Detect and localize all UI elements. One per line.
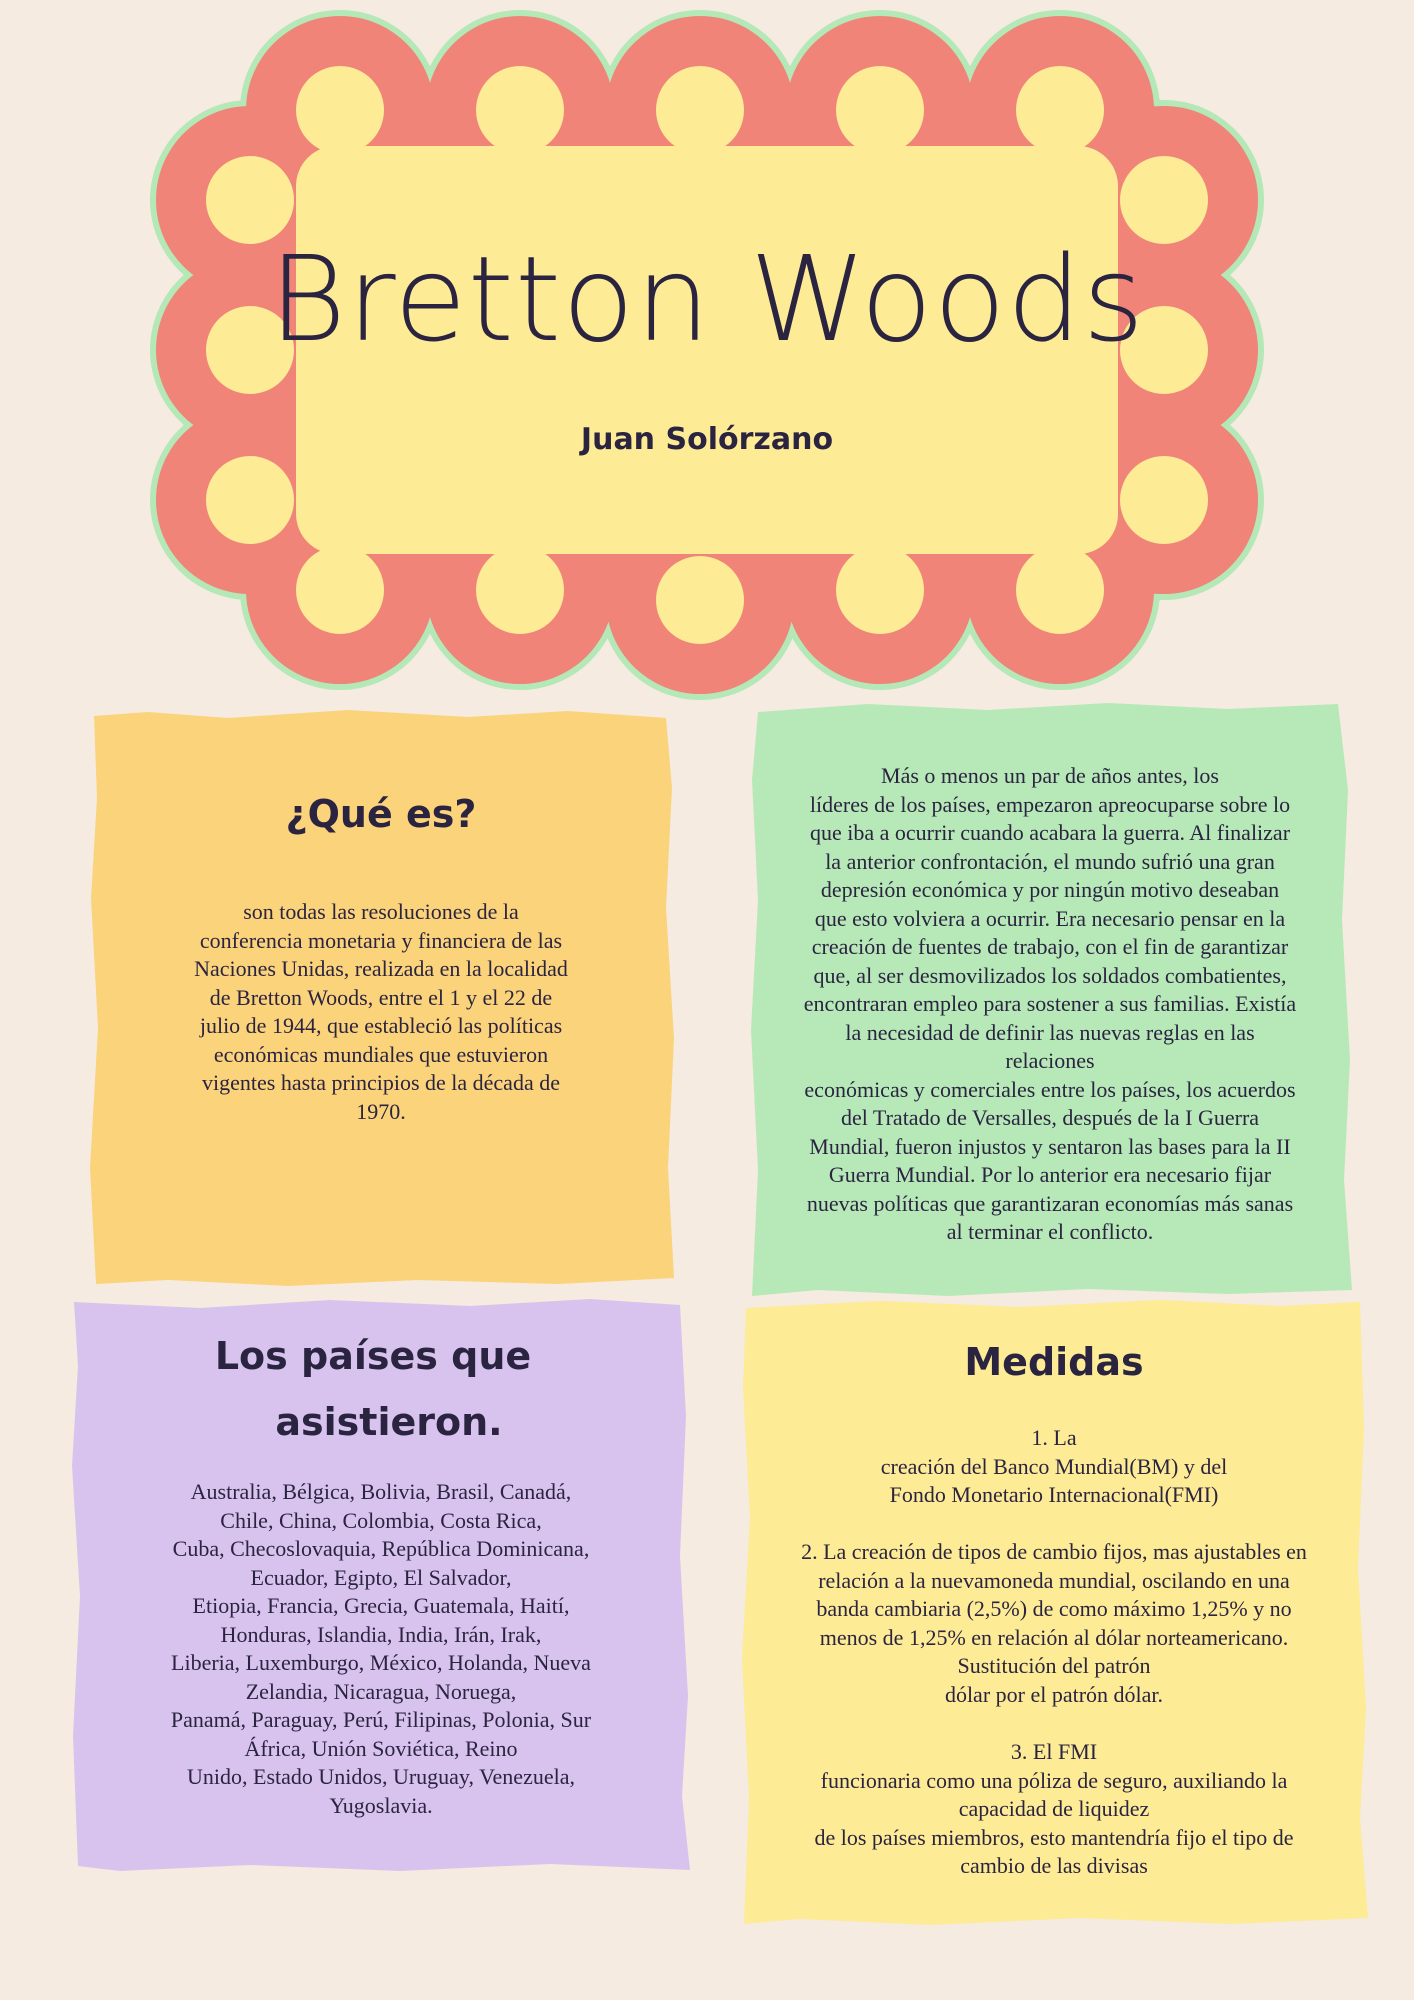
panel-que-es xyxy=(88,708,674,1288)
medidas-item-1: 1. La creación del Banco Mundial(BM) y del Fondo Monetario Internacional(FMI) xyxy=(880,1425,1228,1507)
medidas-item-2: 2. La creación de tipos de cambio fijos, mas ajustables en relación a la nuevamoneda mundial, oscilando en una banda cambiaria (2,5%) de como máximo 1,25% y no menos de 1,25% en relación al dólar norteamericano. Sustitución del patrón dólar por el patrón dólar. xyxy=(801,1539,1307,1707)
que-es-text: son todas las resoluciones de la conferencia monetaria y financiera de las Naciones Unidas, realizada en la localidad de Bretton Woods, entre el 1 y el 22 de julio de 1944, que estableció las políticas económicas mundiales que estuvieron vigentes hasta principios de la década de 1970. xyxy=(194,899,568,1124)
medidas-heading: Medidas xyxy=(964,1340,1144,1384)
paises-heading-line1: Los países que xyxy=(214,1334,532,1378)
panel-contexto xyxy=(748,700,1352,1300)
contexto-text: Más o menos un par de años antes, los líderes de los países, empezaron apreocuparse sobre lo que iba a ocurrir cuando acabara la guerra. Al finalizar la anterior confrontación, el mundo sufrió una gran depresión económica y por ningún motivo deseaban que esto volviera a ocurrir. Era necesario pensar en la creación de fuentes de trabajo, con el fin de garantizar que, al ser desmovilizados los soldados combatientes, encontraran empleo para sostener a sus familias. Existía la necesidad de definir las nuevas reglas en las relaciones económicas y comerciales entre los países, los acuerdos del Tratado de Versalles, después de la I Guerra Mundial, fueron injustos y sentaron las bases para la II Guerra Mundial. Por lo anterior era necesario fijar nuevas políticas que garantizaran economías más sanas al terminar el conflicto. xyxy=(803,763,1297,1244)
que-es-heading: ¿Qué es? xyxy=(285,792,477,836)
paises-heading-line2: asistieron. xyxy=(275,1400,503,1444)
panel-paises xyxy=(70,1296,692,1876)
page-title: Bretton Woods xyxy=(268,230,1146,368)
panel-medidas xyxy=(740,1298,1368,1928)
medidas-item-3: 3. El FMI funcionaria como una póliza de seguro, auxiliando la capacidad de liquidez de los países miembros, esto mantendría fijo el tipo de cambio de las divisas xyxy=(814,1739,1294,1878)
paises-text: Australia, Bélgica, Bolivia, Brasil, Canadá, Chile, China, Colombia, Costa Rica, Cuba, Checoslovaquia, República Dominicana, Ecuador, Egipto, El Salvador, Etiopia, Francia, Grecia, Guatemala, Haití, Honduras, Islandia, India, Irán, Irak, Liberia, Luxemburgo, México, Holanda, Nueva Zelandia, Nicaragua, Noruega, Panamá, Paraguay, Perú, Filipinas, Polonia, Sur África, Unión Soviética, Reino Unido, Estado Unidos, Uruguay, Venezuela, Yugoslavia. xyxy=(170,1479,592,1818)
author-name: Juan Solórzano xyxy=(580,422,834,457)
